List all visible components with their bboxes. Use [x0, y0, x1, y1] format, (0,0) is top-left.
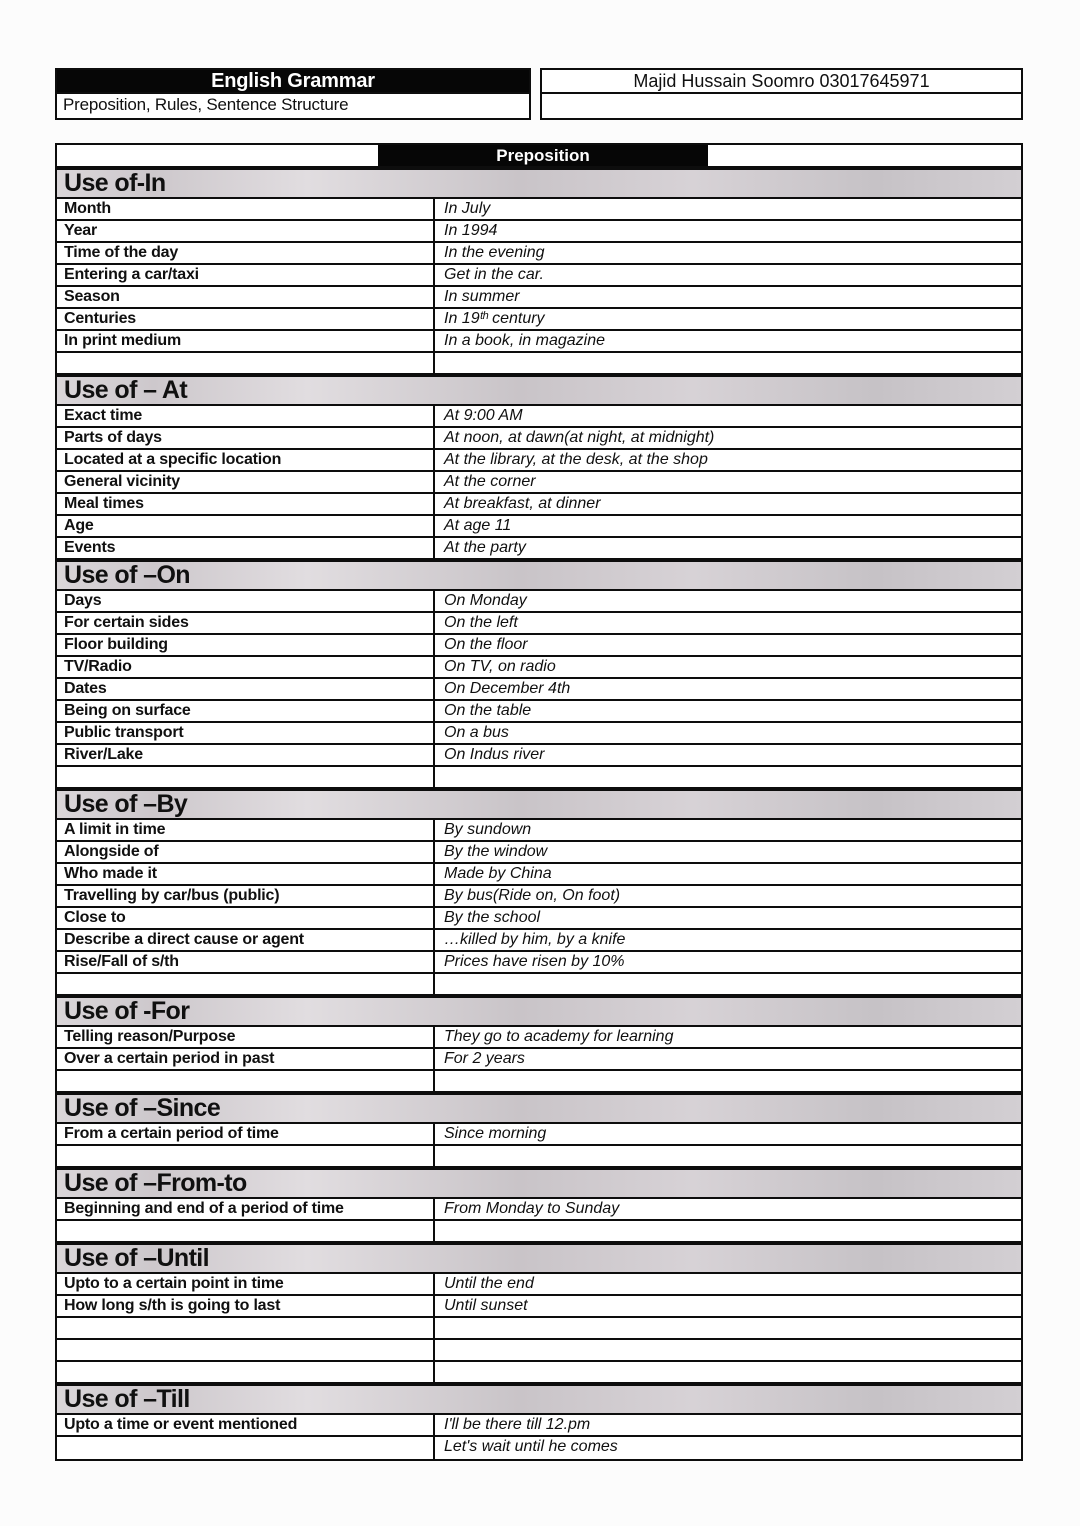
table-row: [57, 701, 1021, 723]
table-row: [57, 450, 1021, 472]
row-label: Days: [57, 591, 435, 611]
table-row: [57, 820, 1021, 842]
row-example: At the library, at the desk, at the shop: [444, 451, 708, 468]
section-header: [57, 560, 1021, 591]
table-row: [57, 842, 1021, 864]
row-example: From Monday to Sunday: [444, 1200, 620, 1217]
row-label: Centuries: [57, 309, 435, 329]
row-example: At age 11: [444, 517, 512, 534]
row-example: [435, 1318, 1021, 1338]
table-row: [57, 472, 1021, 494]
row-example: By sundown: [444, 821, 532, 838]
table-row: [57, 1199, 1021, 1221]
section-title: Use of –Till: [64, 1385, 190, 1413]
row-label: Upto a time or event mentioned: [57, 1415, 435, 1435]
row-label: Season: [57, 287, 435, 307]
row-example: At breakfast, at dinner: [444, 495, 601, 512]
table-row: [57, 1146, 1021, 1168]
row-example: On the left: [444, 614, 518, 631]
row-label: Year: [57, 221, 435, 241]
row-example: They go to academy for learning: [444, 1028, 674, 1045]
section-header: [57, 789, 1021, 820]
row-example: On a bus: [444, 724, 509, 741]
doc-author: Majid Hussain Soomro 03017645971: [633, 71, 930, 91]
row-label: [57, 767, 435, 787]
row-example: In July: [444, 200, 491, 217]
section-header: [57, 375, 1021, 406]
row-label: Located at a specific location: [57, 450, 435, 470]
row-label: Exact time: [57, 406, 435, 426]
section-header: [57, 996, 1021, 1027]
table-row: [57, 331, 1021, 353]
row-example: Made by China: [444, 865, 552, 882]
row-label: Describe a direct cause or agent: [57, 930, 435, 950]
table-title-spacer-right: [708, 145, 1021, 166]
section-header: [57, 1168, 1021, 1199]
table-row: [57, 745, 1021, 767]
doc-title: English Grammar: [211, 70, 375, 92]
row-label: Age: [57, 516, 435, 536]
table-row: [57, 1340, 1021, 1362]
row-example: …killed by him, by a knife: [444, 931, 626, 948]
row-example: In the evening: [444, 244, 545, 261]
row-example: By bus(Ride on, On foot): [444, 887, 621, 904]
table-row: [57, 287, 1021, 309]
row-label: Meal times: [57, 494, 435, 514]
section-title: Use of –Since: [64, 1094, 221, 1122]
row-example: [435, 353, 1021, 373]
section-header: [57, 168, 1021, 199]
row-example: Until sunset: [444, 1297, 528, 1314]
row-example: By the school: [444, 909, 541, 926]
table-row: [57, 679, 1021, 701]
row-example: On Monday: [444, 592, 527, 609]
row-label: General vicinity: [57, 472, 435, 492]
table-row: [57, 767, 1021, 789]
doc-title-cell: [55, 68, 531, 94]
section-title: Use of – At: [64, 376, 188, 404]
section-title: Use of-In: [64, 169, 166, 197]
row-label: River/Lake: [57, 745, 435, 765]
table-row: [57, 265, 1021, 287]
row-label: Public transport: [57, 723, 435, 743]
row-label: How long s/th is going to last: [57, 1296, 435, 1316]
row-label: Time of the day: [57, 243, 435, 263]
section-title: Use of –On: [64, 561, 190, 589]
table-row: [57, 406, 1021, 428]
row-label: [57, 353, 435, 373]
row-example: For 2 years: [444, 1050, 525, 1067]
row-label: From a certain period of time: [57, 1124, 435, 1144]
table-row: [57, 591, 1021, 613]
row-label: TV/Radio: [57, 657, 435, 677]
row-example: At noon, at dawn(at night, at midnight): [444, 429, 715, 446]
table-row: [57, 1296, 1021, 1318]
doc-subtitle: Preposition, Rules, Sentence Structure: [63, 95, 349, 114]
row-example: On the floor: [444, 636, 528, 653]
row-label: Dates: [57, 679, 435, 699]
row-example: [435, 1071, 1021, 1091]
table-row: [57, 1221, 1021, 1243]
row-label: Upto to a certain point in time: [57, 1274, 435, 1294]
row-label: Rise/Fall of s/th: [57, 952, 435, 972]
table-title: Preposition: [378, 145, 708, 166]
table-row: [57, 1274, 1021, 1296]
row-example: Let's wait until he comes: [444, 1438, 618, 1455]
document-page: [55, 68, 1023, 1461]
table-row: [57, 908, 1021, 930]
table-row: [57, 428, 1021, 450]
row-label: [57, 1340, 435, 1360]
row-example: On the table: [444, 702, 532, 719]
row-example: In 19ᵗʰ century: [444, 310, 545, 327]
row-example: On December 4th: [444, 680, 571, 697]
row-label: [57, 1362, 435, 1382]
table-row: [57, 243, 1021, 265]
table-row: [57, 538, 1021, 560]
row-example: At the corner: [444, 473, 536, 490]
row-label: Being on surface: [57, 701, 435, 721]
row-label: Travelling by car/bus (public): [57, 886, 435, 906]
table-row: [57, 1362, 1021, 1384]
section-header: [57, 1093, 1021, 1124]
row-example: Since morning: [444, 1125, 547, 1142]
doc-author-cell: [540, 68, 1023, 94]
table-title-row: [57, 145, 1021, 168]
row-label: Telling reason/Purpose: [57, 1027, 435, 1047]
section-header: [57, 1384, 1021, 1415]
row-example: On TV, on radio: [444, 658, 556, 675]
row-label: [57, 1318, 435, 1338]
row-example: At 9:00 AM: [444, 407, 523, 424]
section-title: Use of -For: [64, 997, 190, 1025]
row-example: At the party: [444, 539, 526, 556]
table-row: [57, 1027, 1021, 1049]
row-label: [57, 1071, 435, 1091]
row-example: Prices have risen by 10%: [444, 953, 625, 970]
table-row: [57, 613, 1021, 635]
section-title: Use of –From-to: [64, 1169, 247, 1197]
row-label: Alongside of: [57, 842, 435, 862]
row-example: By the window: [444, 843, 548, 860]
row-example: In 1994: [444, 222, 498, 239]
row-example: [435, 974, 1021, 994]
preposition-table: [55, 143, 1023, 1461]
row-example: [435, 1362, 1021, 1382]
table-row: [57, 1415, 1021, 1437]
row-label: Close to: [57, 908, 435, 928]
row-label: Parts of days: [57, 428, 435, 448]
row-label: A limit in time: [57, 820, 435, 840]
header-empty-cell: [540, 94, 1023, 120]
header-table: [55, 68, 1023, 120]
row-label: Over a certain period in past: [57, 1049, 435, 1069]
row-example: [435, 1340, 1021, 1360]
row-example: [435, 1146, 1021, 1166]
row-example: On Indus river: [444, 746, 545, 763]
section-title: Use of –Until: [64, 1244, 209, 1272]
table-row: [57, 1124, 1021, 1146]
row-example: In a book, in magazine: [444, 332, 605, 349]
table-row: [57, 864, 1021, 886]
table-row: [57, 1071, 1021, 1093]
table-row: [57, 199, 1021, 221]
table-title-spacer-left: [57, 145, 378, 166]
row-label: Month: [57, 199, 435, 219]
row-label: Who made it: [57, 864, 435, 884]
table-row: [57, 635, 1021, 657]
row-label: [57, 1221, 435, 1241]
row-example: Get in the car.: [444, 266, 544, 283]
row-label: [57, 1437, 435, 1459]
table-row: [57, 494, 1021, 516]
table-row: [57, 353, 1021, 375]
table-row: [57, 930, 1021, 952]
row-label: [57, 1146, 435, 1166]
table-row: [57, 309, 1021, 331]
row-label: In print medium: [57, 331, 435, 351]
row-label: Beginning and end of a period of time: [57, 1199, 435, 1219]
row-example: I'll be there till 12.pm: [444, 1416, 591, 1433]
table-row: [57, 723, 1021, 745]
section-title: Use of –By: [64, 790, 188, 818]
row-example: In summer: [444, 288, 520, 305]
row-example: Until the end: [444, 1275, 534, 1292]
row-label: Events: [57, 538, 435, 558]
doc-subtitle-cell: [55, 94, 531, 120]
table-row: [57, 1049, 1021, 1071]
row-example: [435, 1221, 1021, 1241]
table-row: [57, 952, 1021, 974]
table-row: [57, 974, 1021, 996]
table-row: [57, 657, 1021, 679]
table-row: [57, 1437, 1021, 1459]
row-label: [57, 974, 435, 994]
table-row: [57, 1318, 1021, 1340]
row-label: Floor building: [57, 635, 435, 655]
row-label: Entering a car/taxi: [57, 265, 435, 285]
section-header: [57, 1243, 1021, 1274]
table-row: [57, 886, 1021, 908]
row-example: [435, 767, 1021, 787]
table-row: [57, 221, 1021, 243]
table-row: [57, 516, 1021, 538]
row-label: For certain sides: [57, 613, 435, 633]
